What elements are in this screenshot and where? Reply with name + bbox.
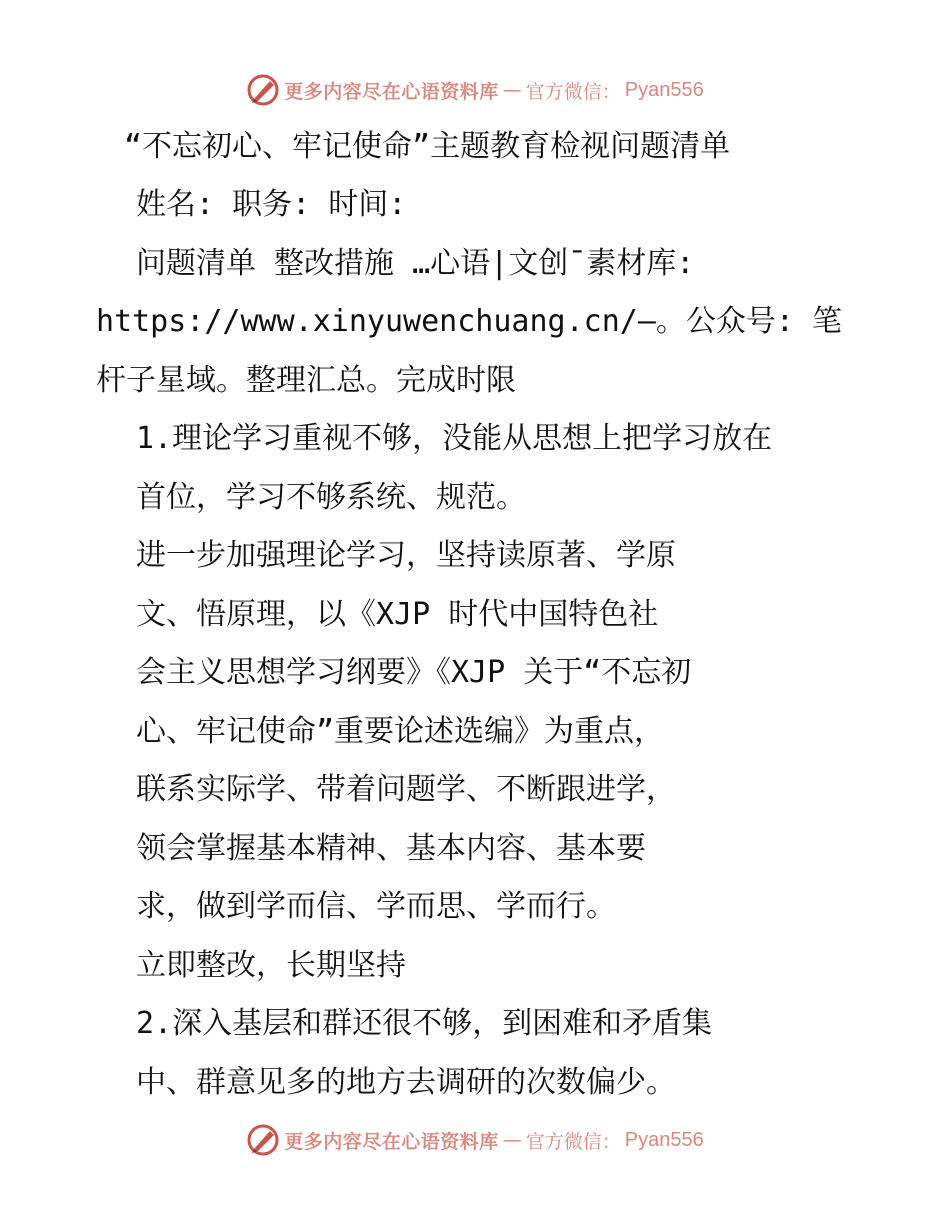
banner-dash: — <box>502 79 522 101</box>
problem-2-line-2: 中、群意见多的地方去调研的次数偏少。 <box>136 1065 676 1100</box>
pen-logo-icon <box>246 73 280 107</box>
measure-1-line-7: 求，做到学而信、学而思、学而行。 <box>136 889 616 924</box>
table-header-line: 问题清单 整改措施 …心语|文创¯素材库: <box>136 246 695 281</box>
problem-2-line-1: 2.深入基层和群还很不够，到困难和矛盾集 <box>136 1006 713 1041</box>
measure-1-line-3: 会主义思想学习纲要》《XJP 关于“不忘初 <box>136 655 692 690</box>
source-line: 杆子星域。整理汇总。完成时限 <box>96 363 516 398</box>
document-title: “不忘初心、牢记使命”主题教育检视问题清单 <box>124 129 731 164</box>
url-line: https://www.xinyuwenchuang.cn/—。公众号: 笔 <box>96 304 843 339</box>
measure-1-line-4: 心、牢记使命”重要论述选编》为重点， <box>136 714 665 749</box>
banner-title: 更多内容尽在心语资料库 <box>284 1130 499 1153</box>
pen-logo-icon <box>246 1123 280 1157</box>
problem-1-line-1: 1.理论学习重视不够，没能从思想上把学习放在 <box>136 421 773 456</box>
info-line: 姓名: 职务: 时间: <box>136 187 407 222</box>
footer-banner-inner <box>246 1123 704 1157</box>
banner-official-label: 官方微信： <box>525 1130 621 1153</box>
header-banner <box>0 70 950 110</box>
measure-1-line-1: 进一步加强理论学习，坚持读原著、学原 <box>136 538 676 573</box>
problem-1-line-2: 首位，学习不够系统、规范。 <box>136 480 526 515</box>
deadline-1: 立即整改，长期坚持 <box>136 948 406 983</box>
footer-banner <box>0 1120 950 1160</box>
banner-title: 更多内容尽在心语资料库 <box>284 80 499 103</box>
measure-1-line-5: 联系实际学、带着问题学、不断跟进学， <box>136 772 676 807</box>
banner-dash: — <box>502 1129 522 1151</box>
measure-1-line-2: 文、悟原理，以《XJP 时代中国特色社 <box>136 597 659 632</box>
banner-official-label: 官方微信： <box>525 80 621 103</box>
banner-wechat-id: Pyan556 <box>624 78 704 101</box>
banner-wechat-id: Pyan556 <box>624 1128 704 1151</box>
measure-1-line-6: 领会掌握基本精神、基本内容、基本要 <box>136 831 646 866</box>
header-banner-inner <box>246 73 704 107</box>
